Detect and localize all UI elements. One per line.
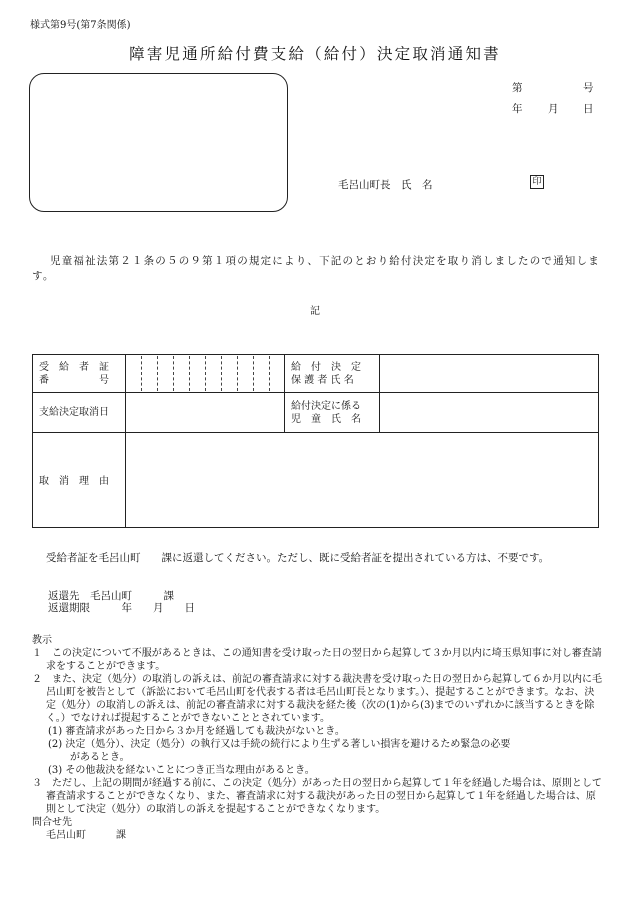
cert-digit-divider (157, 356, 158, 391)
cert-digit-divider (173, 356, 174, 391)
return-destination: 返還先 毛呂山町 課 (48, 590, 174, 602)
issuer-name-label: 毛呂山町長 氏 名 (338, 179, 433, 191)
contact-department: 毛呂山町 課 (46, 830, 126, 841)
document-number-label: 第 (512, 82, 523, 94)
document-number-suffix: 号 (583, 82, 594, 94)
cert-digit-divider (253, 356, 254, 391)
document-title: 障害児通所給付費支給（給付）決定取消通知書 (129, 45, 501, 63)
cancellation-details-table (32, 354, 599, 528)
instruction-item: ３ ただし、上記の期間が経過する前に、この決定（処分）があった日の翌日から起算して１年を経過した場合は、原則として審査請求することができなくなり、また、審査請求に対する裁決があった日の翌日から起算して１年を経過した場合は、原則として決定（処分）の取消しの訴えを提起することができなくなります。 (32, 778, 602, 815)
table-row-divider (33, 392, 598, 393)
date-month-label: 月 (548, 103, 559, 115)
cancel-date-label: 支給決定取消日 (39, 407, 109, 418)
table-column-divider (284, 355, 285, 432)
table-row-divider (33, 432, 598, 433)
cancel-reason-label: 取 消 理 由 (39, 476, 109, 487)
addressee-window-box (29, 73, 288, 212)
date-year-label: 年 (512, 103, 523, 115)
form-number-label: 様式第9号(第7条関係) (30, 20, 131, 31)
cert-digit-divider (205, 356, 206, 391)
table-column-divider (379, 355, 380, 432)
return-instruction-text: 受給者証を毛呂山町 課に返還してください。ただし、既に受給者証を提出されている方は、不要です。 (46, 552, 550, 564)
seal-mark: 印 (530, 175, 544, 189)
instruction-subitem-continuation: があるとき。 (70, 752, 130, 763)
child-name-label: 給付決定に係る 児 童 氏 名 (291, 401, 361, 425)
cert-digit-divider (269, 356, 270, 391)
cert-digit-divider (189, 356, 190, 391)
contact-heading: 問合せ先 (32, 817, 72, 828)
instruction-subitem: (2) 決定（処分）、決定（処分）の執行又は手続の続行により生ずる著しい損害を避けるため緊急の必要 (48, 739, 511, 750)
intro-paragraph: 児童福祉法第２１条の５の９第１項の規定により、下記のとおり給付決定を取り消しましたので通知します。 (32, 255, 600, 282)
guardian-name-label: 給 付 決 定 保 護 者 氏 名 (291, 362, 361, 386)
cert-digit-divider (237, 356, 238, 391)
instruction-subitem: (3) その他裁決を経ないことにつき正当な理由があるとき。 (48, 765, 315, 776)
recipient-cert-number-label: 受 給 者 証 番 号 (39, 362, 109, 386)
cert-digit-divider (141, 356, 142, 391)
return-deadline: 返還期限 年 月 日 (48, 602, 195, 614)
instruction-subitem: (1) 審査請求があった日から３か月を経過しても裁決がないとき。 (48, 726, 345, 737)
instruction-item: ２ また、決定（処分）の取消しの訴えは、前記の審査請求に対する裁決書を受け取った日の翌日から起算して６か月以内に毛呂山町を被告として（訴訟において毛呂山町を代表する者は毛呂山町長となります。）、提起することができます。なお、決定（処分）の取消しの訴えは、前記の審査請求に対する裁決を経た後（次の(1)から(3)までのいずれかに該当するときを除く。）でなければ提起することができないこととされています。 (32, 674, 602, 724)
cert-digit-divider (221, 356, 222, 391)
instruction-heading: 教示 (32, 635, 52, 646)
instruction-item: １ この決定について不服があるときは、この通知書を受け取った日の翌日から起算して３か月以内に埼玉県知事に対し審査請求をすることができます。 (32, 648, 602, 672)
table-column-divider (125, 355, 126, 527)
date-day-label: 日 (583, 103, 594, 115)
appeal-instruction-section (32, 634, 604, 842)
ki-heading: 記 (310, 306, 320, 317)
